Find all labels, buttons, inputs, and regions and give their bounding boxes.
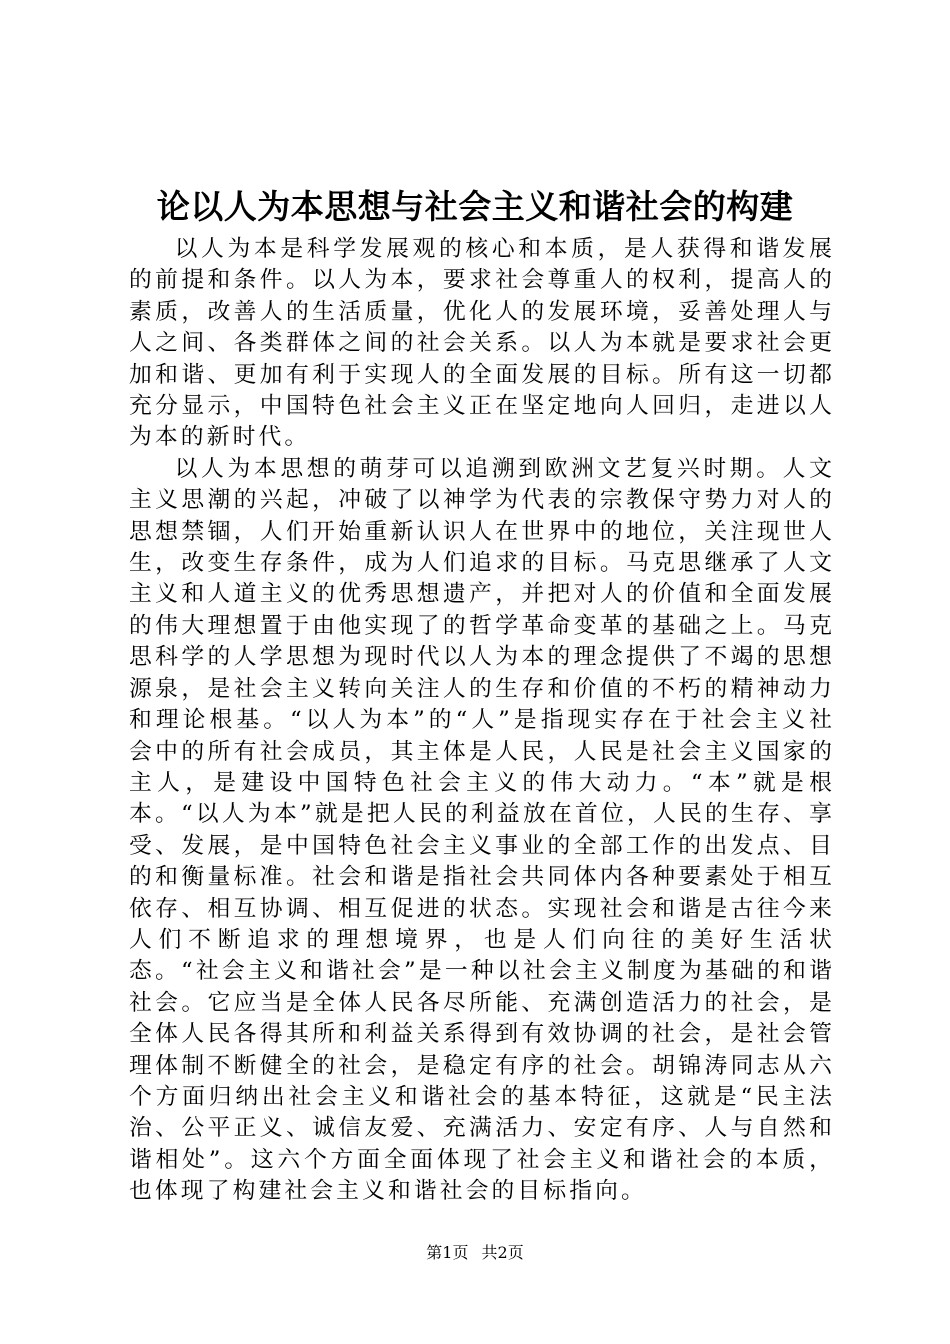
page-total: 共2页 xyxy=(481,1243,524,1262)
page-footer xyxy=(0,1243,950,1263)
paragraph-1: 以人为本是科学发展观的核心和本质，是人获得和谐发展的前提和条件。以人为本，要求社会尊重人的权利，提高人的素质，改善人的生活质量，优化人的发展环境，妥善处理人与人之间、各类群体之间的社会关系。以人为本就是要求社会更加和谐、更加有利于实现人的全面发展的目标。所有这一切都充分显示，中国特色社会主义正在坚定地向人回归，走进以人为本的新时代。 xyxy=(129,236,835,451)
document-body xyxy=(129,234,835,1208)
paragraph-2: 以人为本思想的萌芽可以追溯到欧洲文艺复兴时期。人文主义思潮的兴起，冲破了以神学为代表的宗教保守势力对人的思想禁锢，人们开始重新认识人在世界中的地位，关注现世人生，改变生存条件，成为人们追求的目标。马克思继承了人文主义和人道主义的优秀思想遗产，并把对人的价值和全面发展的伟大理想置于由他实现了的哲学革命变革的基础之上。马克思科学的人学思想为现时代以人为本的理念提供了不竭的思想源泉，是社会主义转向关注人的生存和价值的不朽的精神动力和理论根基。“以人为本”的“人”是指现实存在于社会主义社会中的所有社会成员，其主体是人民，人民是社会主义国家的主人，是建设中国特色社会主义的伟大动力。“本”就是根本。“以人为本”就是把人民的利益放在首位，人民的生存、享受、发展，是中国特色社会主义事业的全部工作的出发点、目的和衡量标准。社会和谐是指社会共同体内各种要素处于相互依存、相互协调、相互促进的状态。实现社会和谐是古往今来人们不断追求的理想境界，也是人们向往的美好生活状态。“社会主义和谐社会”是一种以社会主义制度为基础的和谐社会。它应当是全体人民各尽所能、充满创造活力的社会，是全体人民各得其所和利益关系得到有效协调的社会，是社会管理体制不断健全的社会，是稳定有序的社会。胡锦涛同志从六个方面归纳出社会主义和谐社会的基本特征，这就是“民主法治、公平正义、诚信友爱、充满活力、安定有序、人与自然和谐相处”。这六个方面全面体现了社会主义和谐社会的本质，也体现了构建社会主义和谐社会的目标指向。 xyxy=(129,455,835,1205)
document-title: 论以人为本思想与社会主义和谐社会的构建 xyxy=(156,187,794,226)
page-number: 第1页 xyxy=(426,1243,469,1262)
